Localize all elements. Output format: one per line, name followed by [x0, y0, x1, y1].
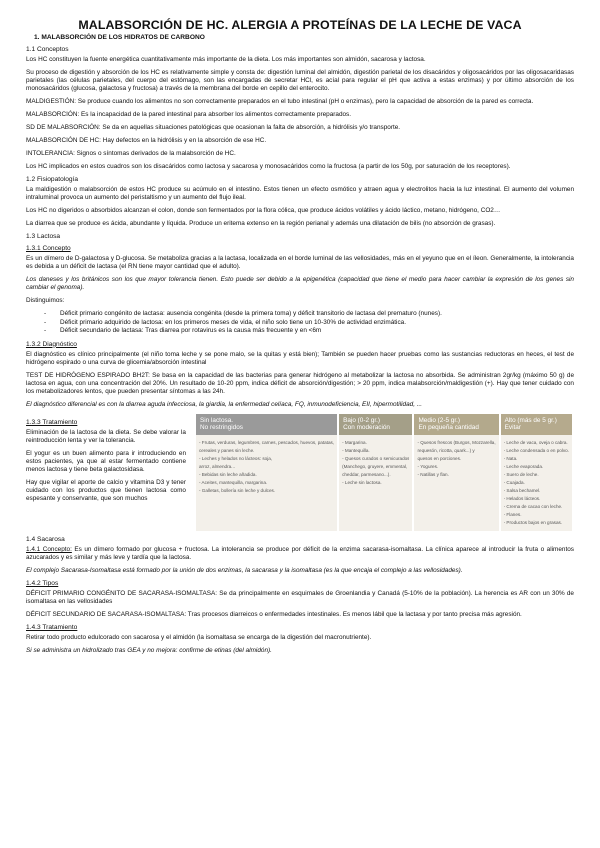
section-heading: 1. MALABSORCIÓN DE LOS HIDRATOS DE CARBONO — [34, 34, 205, 41]
paragraph: Los HC constituyen la fuente energética cuantitativamente más importante de la dieta. Los más importantes son almidón, sacarosa y lactosa. — [26, 56, 426, 63]
paragraph: Eliminación de la lactosa de la dieta. Se debe valorar la reintroducción lenta y ver la tolerancia. — [26, 428, 186, 444]
table-cell: - Frutas, verduras, legumbres, carnes, pescados, huevos, patatas, cereales y panes sin leche. - Leches y helados no lácteos: soja, arroz, almendra... - Bebidas sin leche añadida. - Aceites, mantequilla, margarina. - Galletas, bollería sin leche y dulces. — [196, 435, 337, 531]
paragraph: TEST DE HIDRÓGENO ESPIRADO BH2T: Se basa en la capacidad de las bacterias para generar hidrógeno al metabolizar la lactosa no absorbida. Se administran 2gr/kg (máximo 50 g) de lactosa en agua, con una concentración del 20%. Un resultado de 10-20 ppm, indica déficit de absorción/digestión; > 20 ppm, indica malabsorción/maldigestión (+). Hay que tener cuidado con los metabolizadores lentos, que pueden presentar síntomas a las 24h. — [26, 371, 574, 395]
paragraph: MALABSORCIÓN DE HC: Hay defectos en la hidrólisis y en la absorción de ese HC. — [26, 137, 267, 144]
treatment-text — [26, 414, 186, 531]
paragraph: Distinguimos: — [26, 297, 65, 304]
table-header: Bajo (0-2 gr.) Con moderación — [339, 414, 412, 435]
paragraph: Su proceso de digestión y absorción de los HC es relativamente simple y consta de: digestión luminal del almidón, digestión parietal de los disacáridos y oligosacáridos por las oligosacaridasas parietales (las células parietales, del cuerpo del estómago, son las encargadas de secretar HCl, es acíal para regular el pH que activa a estas enzimas) y por último absorción de los monosacáridos (glucosa, galactosa y fructosa) a través de la membrana del borde en cepillo del enterocito. — [26, 69, 574, 92]
treatment-row — [26, 414, 574, 531]
page-title: MALABSORCIÓN DE HC. ALERGIA A PROTEÍNAS DE LA LECHE DE VACA — [78, 18, 522, 32]
table-header: Medio (2-5 gr.) En pequeña cantidad — [414, 414, 498, 435]
list-item: - Déficit primario adquirido de lactosa: en los primeros meses de vida, el niño solo tiene un 10-30% de actividad enzimática. — [60, 319, 574, 328]
table-cell: - Leche de vaca, oveja o cabra. - Leche condensada o en polvo. - Nata. - Leche evaporada. - Suero de leche. - Cuajada. - Salsa bechamel. - Helados lácteos. - Crema de cacao con leche. - Flanes. - Productos bajos en grasas. — [501, 435, 572, 531]
paragraph: El yogur es un buen alimento para ir introduciendo en estos pacientes, ya que al estar fermentado contiene menos lactosa y tiene beta galactosidasa. — [26, 449, 186, 473]
table-header-row — [196, 414, 572, 435]
table-header: Alto (más de 5 gr.) Evitar — [501, 414, 572, 435]
paragraph: Es un dímero de D-galactosa y D-glucosa. Se metaboliza gracias a la lactasa, localizada en el borde luminal de las vellosidades, más en el yeyuno que en el íleon. Generalmente, la intolerancia es debida a un déficit de lactasa (el RN tiene mayor cantidad que el adulto). — [26, 255, 574, 270]
paragraph: La diarrea que se produce es ácida, abundante y líquida. Produce un eritema extenso en la región perianal y además una dilatación de bilis (no absorción de grasas). — [26, 220, 496, 227]
paragraph: La maldigestión o malabsorción de estos HC produce su acúmulo en el intestino. Estos tienen un efecto osmótico y atraen agua y electrolitos hacia la luz intestinal. El aumento del volumen intraluminal provoca un aumento del peristaltismo y un aumento del flujo ileal. — [26, 186, 574, 201]
list-item: - Déficit secundario de lactasa: Tras diarrea por rotavirus es la causa más frecuente y en <6m — [60, 327, 574, 336]
paragraph: DÉFICIT PRIMARIO CONGÉNITO DE SACARASA-ISOMALTASA: Se da principalmente en esquimales de Groenlandia y Canadá (5-10% de la población). La herencia es AR con un 30% de isomaltasa en las vellosidades — [26, 589, 574, 605]
inline-heading: 1.4.1 Concepto: — [26, 545, 72, 553]
paragraph: MALDIGESTIÓN: Se produce cuando los alimentos no son correctamente preparados en el tubo intestinal (pH o enzimas), pero la capacidad de absorción de la pared es correcta. — [26, 98, 534, 105]
subsection-heading: 1.3 Lactosa — [26, 233, 61, 240]
paragraph: Hay que vigilar el aporte de calcio y vitamina D3 y tener cuidado con los productos que tienen lactosa como espesante y conservante, que son muchos — [26, 478, 186, 502]
paragraph-italic: Los daneses y los británicos son los que mayor tolerancia tienen. Esto puede ser debido a la epigenética (capacidad que tiene el medio para hacer cambiar la expresión de los genes sin cambiar el genoma). — [26, 276, 574, 291]
table-row — [196, 435, 572, 531]
paragraph-italic: El diagnóstico diferencial es con la diarrea aguda infecciosa, la giardia, la enfermedad celíaca, FQ, inmunodeficiencia, EII, hipermotilidad, ... — [26, 400, 423, 408]
table-header: Sin lactosa. No restringidos — [196, 414, 337, 435]
paragraph: DÉFICIT SECUNDARIO DE SACARASA-ISOMALTASA: Tras procesos diarreicos o enfermedades intestinales. Es menos lábil que la lactasa y por tanto precisa más agresión. — [26, 610, 522, 618]
bullet-list — [26, 310, 574, 336]
paragraph-italic: El complejo Sacarasa-Isomaltasa está formado por la unión de dos enzimas, la sacarasa y la isomaltasa (es la que encaja el complejo a las vellosidades). — [26, 566, 463, 574]
table-cell: - Quesos frescos (Burgos, Mozzarella, requesón, ricotta, quark...) y quesos en porciones. - Yogures. - Natillas y flan. — [414, 435, 498, 531]
subsubsection-heading: 1.4.3 Tratamiento — [26, 623, 78, 631]
subsection-heading: 1.2 Fisiopatología — [26, 176, 79, 183]
paragraph: El diagnóstico es clínico principalmente (el niño toma leche y se pone malo, se la quitas y está bien); También se pueden hacer pruebas como las sustancias reductoras en heces, el test de hidrógeno espirado o una curva de glicemia/absorción intestinal — [26, 350, 574, 366]
subsection-heading: 1.1 Conceptos — [26, 46, 69, 53]
paragraph-italic: Si se administra un hidrolizado tras GEA y no mejora: confirme de etinas (del almidón). — [26, 646, 272, 654]
lactose-foods-table — [194, 414, 574, 531]
paragraph: SD DE MALABSORCIÓN: Se da en aquellas situaciones patológicas que ocasionan la falta de absorción, a hidrólisis y/o transporte. — [26, 124, 401, 131]
paragraph: INTOLERANCIA: Signos o síntomas derivados de la malabsorción de HC. — [26, 150, 236, 157]
subsubsection-heading: 1.3.2 Diagnóstico — [26, 340, 77, 348]
subsection-heading: 1.4 Sacarosa — [26, 535, 65, 543]
subsubsection-heading: 1.4.2 Tipos — [26, 579, 59, 587]
subsubsection-heading: 1.3.1 Concepto — [26, 245, 71, 252]
paragraph: MALABSORCIÓN: Es la incapacidad de la pared intestinal para absorber los alimentos correctamente preparados. — [26, 111, 352, 118]
paragraph: Retirar todo producto edulcorado con sacarosa y el almidón (la isomaltasa se encarga de la digestión del macronutriente). — [26, 633, 372, 641]
subsubsection-heading: 1.3.3 Tratamiento — [26, 418, 78, 426]
paragraph: 1.4.1 Concepto: Es un dímero formado por glucosa + fructosa. La intolerancia se produce por déficit de la enzima sacarasa-isomaltasa. La clínica aparece al introducir la fruta o alimentos azucarados y es similar y más leve y tardía que la lactosa. — [26, 545, 574, 561]
paragraph: Los HC implicados en estos cuadros son los disacáridos como lactosa y sacarosa y monosacáridos como la fructosa (a partir de los 50g, por saturación de los receptores). — [26, 163, 511, 170]
paragraph: Los HC no digeridos o absorbidos alcanzan el colon, donde son fermentados por la flora cólica, que produce ácidos volátiles y ácido láctico, metano, hidrógeno, CO2… — [26, 207, 501, 214]
list-item: - Déficit primario congénito de lactasa: ausencia congénita (desde la primera toma) y déficit transitorio de lactasa del prematuro (nunes). — [60, 310, 574, 319]
table-cell: - Margarina. - Mantequilla. - Quesos curados o semicurados (Manchego, gruyere, emmental, cheddar, parmesano...). - Leche sin lactosa. — [339, 435, 412, 531]
